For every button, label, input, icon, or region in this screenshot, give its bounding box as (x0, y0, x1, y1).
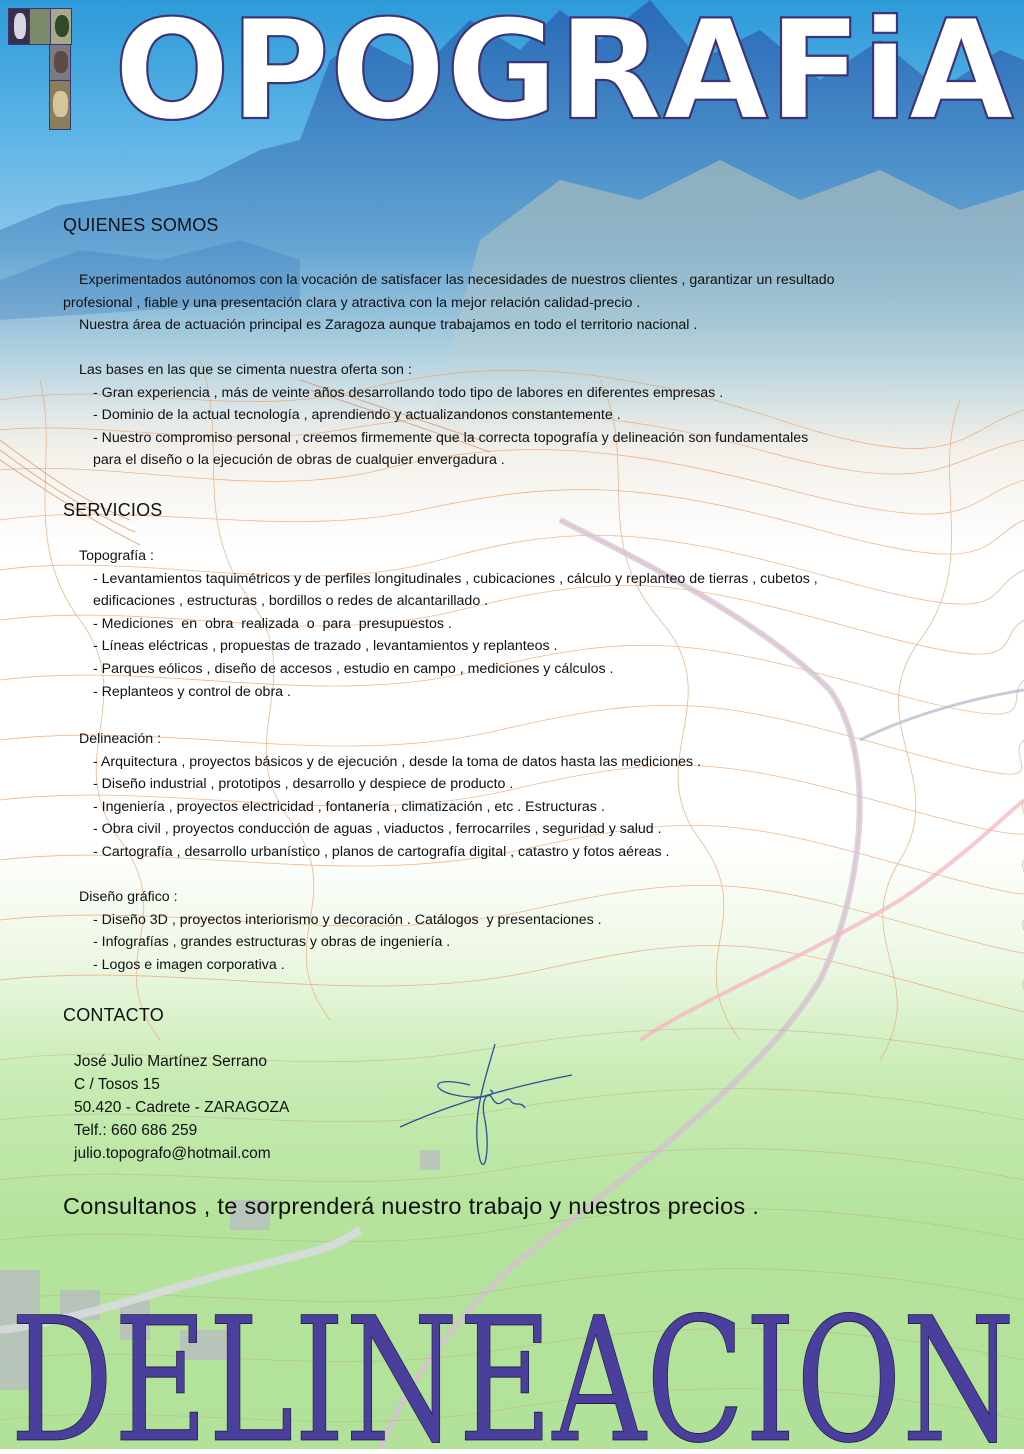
thumbnail-aerial-5 (49, 80, 71, 130)
thumbnail-aerial-1 (8, 8, 30, 45)
service-item: - Cartografía , desarrollo urbanístico , planos de cartografía digital , catastro y fotos aéreas . (93, 843, 670, 860)
service-item: - Ingeniería , proyectos electricidad , fontanería , climatización , etc . Estructuras . (93, 798, 605, 815)
service-item: - Líneas eléctricas , propuestas de trazado , levantamientos y replanteos . (93, 638, 558, 655)
service-item: - Diseño 3D , proyectos interiorismo y decoración . Catálogos y presentaciones . (93, 911, 602, 928)
quienes-line: Experimentados autónomos con la vocación de satisfacer las necesidades de nuestros clientes , garantizar un resultado (79, 272, 835, 288)
thumbnail-aerial-2 (29, 8, 51, 45)
bases-item: - Gran experiencia , más de veinte años desarrollando todo tipo de labores en diferentes empresas . (93, 384, 724, 401)
bases-list (63, 359, 808, 472)
service-item: - Replanteos y control de obra . (93, 683, 291, 700)
service-item: - Levantamientos taquimétricos y de perfiles longitudinales , cubicaciones , cálculo y replanteo de tierras , cubetos , (93, 570, 818, 587)
bases-item: - Dominio de la actual tecnología , aprendiendo y actualizandonos constantemente . (93, 407, 621, 424)
service-item: - Arquitectura , proyectos básicos y de ejecución , desde la toma de datos hasta las mediciones . (93, 753, 702, 770)
heading-quienes-somos: QUIENES SOMOS (63, 215, 219, 235)
contact-street: C / Tosos 15 (74, 1076, 160, 1093)
service-group-title: Delineación : (79, 731, 162, 747)
title-topografia (110, 0, 1020, 134)
service-group-delineacion (63, 728, 701, 864)
service-item: - Parques eólicos , diseño de accesos , estudio en campo , mediciones y cálculos . (93, 660, 614, 677)
heading-servicios: SERVICIOS (63, 500, 163, 520)
bases-item: para el diseño o la ejecución de obras de cualquier envergadura . (93, 452, 505, 469)
service-group-topografia (63, 545, 818, 703)
service-item: edificaciones , estructuras , bordillos o redes de alcantarillado . (93, 593, 489, 610)
quienes-paragraph (63, 269, 835, 337)
service-group-title: Diseño gráfico : (79, 889, 178, 905)
service-item: - Diseño industrial , prototipos , desarrollo y despiece de producto . (93, 776, 514, 793)
service-item: - Obra civil , proyectos conducción de aguas , viaductos , ferrocarriles , seguridad y salud . (93, 821, 662, 838)
quienes-line: Nuestra área de actuación principal es Zaragoza aunque trabajamos en todo el territorio nacional . (79, 317, 698, 334)
slogan: Consultanos , te sorprenderá nuestro trabajo y nuestros precios . (63, 1193, 760, 1219)
footer-title-text: DELINEACION (10, 1290, 1015, 1449)
service-group-title: Topografía : (79, 548, 154, 564)
bases-intro: Las bases en las que se cimenta nuestra oferta son : (79, 362, 412, 378)
contact-phone[interactable]: Telf.: 660 686 259 (74, 1122, 198, 1139)
title-text: OPOGRAFiA (114, 0, 1015, 134)
thumbnail-aerial-3 (50, 8, 72, 45)
thumbnail-aerial-4 (49, 44, 71, 81)
service-item: - Logos e imagen corporativa . (93, 956, 285, 973)
service-item: - Mediciones en obra realizada o para presupuestos . (93, 615, 452, 632)
title-delineacion (0, 1290, 1024, 1454)
bases-item: - Nuestro compromiso personal , creemos firmemente que la correcta topografía y delineación son fundamentales (93, 429, 809, 446)
service-group-diseno-grafico (63, 886, 602, 976)
contact-block (74, 1050, 289, 1165)
contact-name: José Julio Martínez Serrano (74, 1053, 267, 1070)
service-item: - Infografías , grandes estructuras y obras de ingeniería . (93, 934, 451, 951)
contact-email[interactable]: julio.topografo@hotmail.com (74, 1145, 271, 1162)
heading-contacto: CONTACTO (63, 1005, 164, 1025)
contact-city: 50.420 - Cadrete - ZARAGOZA (74, 1099, 290, 1116)
quienes-line: profesional , fiable y una presentación clara y atractiva con la mejor relación calidad-precio . (63, 294, 641, 311)
